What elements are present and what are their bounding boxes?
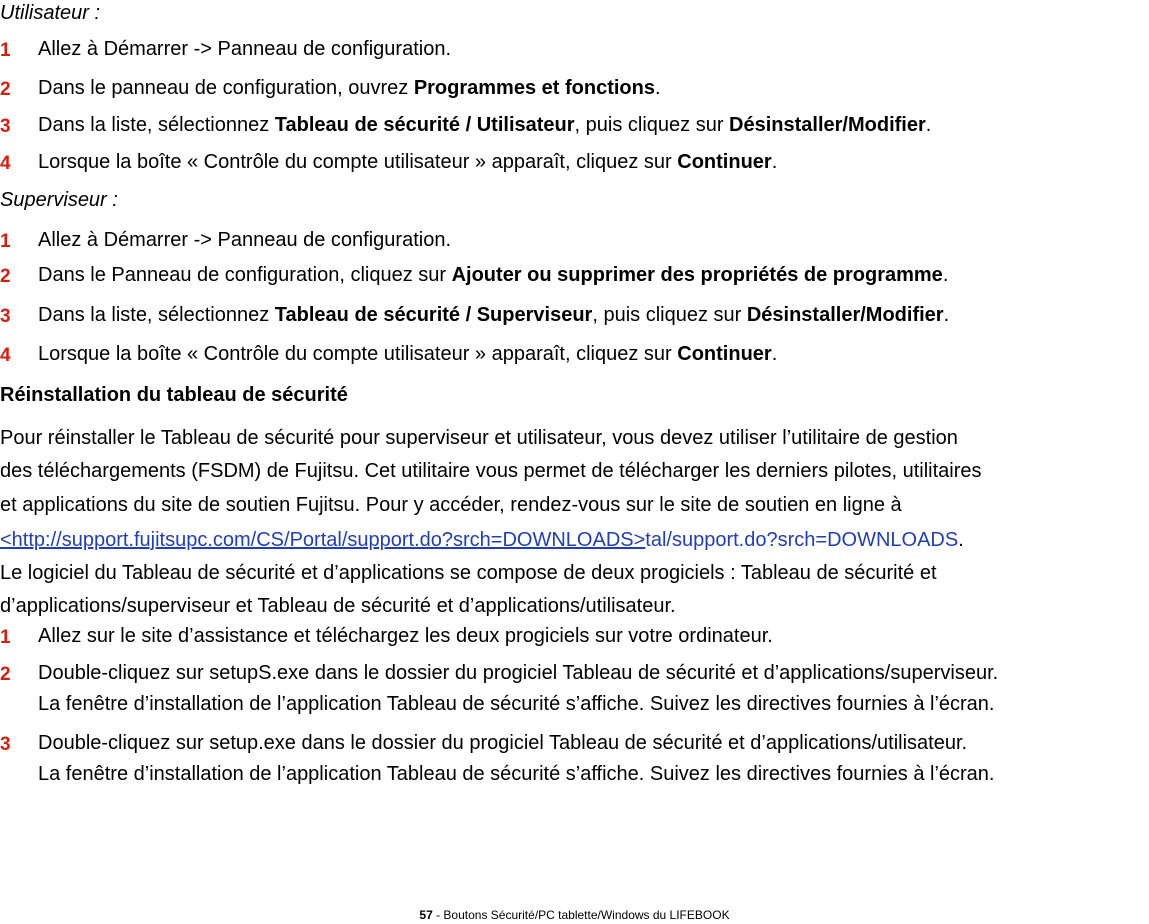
step-text: Dans la liste, sélectionnez Tableau de sécurité / Superviseur, puis cliquez sur Désinstaller/Modifier. — [38, 304, 950, 326]
link-trail-text: tal/support.do?srch=DOWNLOADS — [645, 529, 959, 551]
step-text: Dans la liste, sélectionnez Tableau de sécurité / Utilisateur, puis cliquez sur Désinstaller/Modifier. — [38, 114, 932, 136]
step-text: Lorsque la boîte « Contrôle du compte utilisateur » apparaît, cliquez sur Continuer. — [38, 343, 778, 365]
link-line — [0, 529, 964, 552]
paragraph-line: Le logiciel du Tableau de sécurité et d’applications se compose de deux progiciels : Tableau de sécurité et — [0, 562, 937, 584]
step-number: 4 — [0, 345, 11, 366]
step-text-continued: La fenêtre d’installation de l’application Tableau de sécurité s’affiche. Suivez les directives fournies à l’écran. — [38, 763, 995, 785]
step-number: 2 — [0, 79, 11, 100]
step-text: Double-cliquez sur setup.exe dans le dossier du progiciel Tableau de sécurité et d’applications/utilisateur. — [38, 732, 968, 754]
paragraph-line: des téléchargements (FSDM) de Fujitsu. Cet utilitaire vous permet de télécharger les derniers pilotes, utilitaires — [0, 460, 982, 482]
step-number: 3 — [0, 734, 11, 755]
step-text-continued: La fenêtre d’installation de l’application Tableau de sécurité s’affiche. Suivez les directives fournies à l’écran. — [38, 693, 995, 715]
supervisor-heading: Superviseur : — [0, 189, 118, 211]
paragraph-line: d’applications/superviseur et Tableau de sécurité et d’applications/utilisateur. — [0, 595, 676, 617]
step-text: Allez sur le site d’assistance et téléchargez les deux progiciels sur votre ordinateur. — [38, 625, 773, 647]
support-link[interactable]: <http://support.fujitsupc.com/CS/Portal/support.do?srch=DOWNLOADS> — [0, 529, 646, 551]
step-number: 1 — [0, 231, 11, 252]
page-footer — [0, 908, 1149, 922]
step-text: Allez à Démarrer -> Panneau de configuration. — [38, 38, 452, 60]
step-number: 4 — [0, 153, 11, 174]
step-text: Dans le Panneau de configuration, cliquez sur Ajouter ou supprimer des propriétés de programme. — [38, 264, 949, 286]
step-number: 2 — [0, 266, 11, 287]
footer-text: - Boutons Sécurité/PC tablette/Windows du LIFEBOOK — [432, 908, 730, 922]
step-number: 2 — [0, 664, 11, 685]
step-number: 1 — [0, 40, 11, 61]
step-number: 1 — [0, 627, 11, 648]
step-number: 3 — [0, 116, 11, 137]
step-text: Allez à Démarrer -> Panneau de configuration. — [38, 229, 452, 251]
paragraph-line: Pour réinstaller le Tableau de sécurité pour superviseur et utilisateur, vous devez utiliser l’utilitaire de gestion — [0, 427, 958, 449]
step-number: 3 — [0, 306, 11, 327]
user-heading: Utilisateur : — [0, 2, 101, 24]
paragraph-line: et applications du site de soutien Fujitsu. Pour y accéder, rendez-vous sur le site de soutien en ligne à — [0, 494, 902, 516]
step-text: Dans le panneau de configuration, ouvrez Programmes et fonctions. — [38, 77, 661, 99]
section-title: Réinstallation du tableau de sécurité — [0, 384, 348, 406]
step-text: Double-cliquez sur setupS.exe dans le dossier du progiciel Tableau de sécurité et d’applications/superviseur. — [38, 662, 999, 684]
link-end: . — [958, 529, 964, 551]
page-number: 57 — [419, 908, 433, 922]
step-text: Lorsque la boîte « Contrôle du compte utilisateur » apparaît, cliquez sur Continuer. — [38, 151, 778, 173]
